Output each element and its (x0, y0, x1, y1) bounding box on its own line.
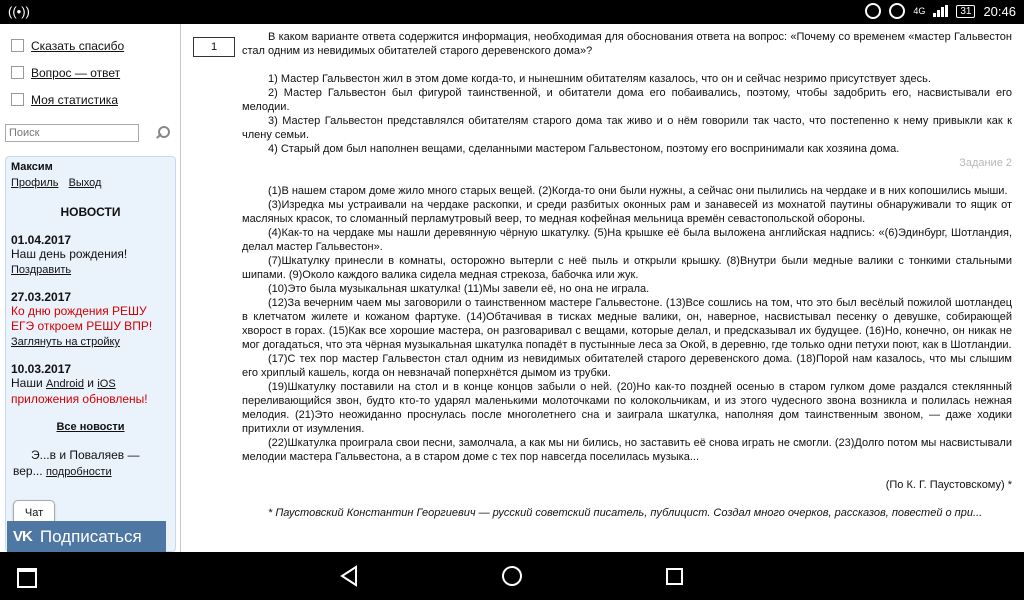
chat-button[interactable]: Чат (13, 500, 55, 526)
home-icon[interactable] (498, 562, 526, 590)
news-item (11, 290, 170, 348)
android-link[interactable]: Android (46, 378, 84, 390)
text-paragraph: (1)В нашем старом доме жило много старых вещей. (2)Когда-то они были нужны, а сейчас они пылились на чердаке и в них копошились мыши. (268, 185, 1008, 197)
news-date: 01.04.2017 (11, 233, 72, 247)
text-paragraph: (22)Шкатулка проиграла свои песни, замолчала, а как мы ни бились, но заставить её снова играть не смогли. (23)Долго потом мы насвистывали мелодии мастера Гальвестона, а в старом доме с тех пор навсегда поселилась музыка... (242, 437, 1012, 463)
answer-option: 4) Старый дом был наполнен вещами, сделанными мастером Гальвестоном, поэтому его воспринимали как хозяина дома. (268, 143, 900, 155)
authors-prefix: вер... (13, 464, 43, 478)
vk-subscribe-label: Подписаться (39, 526, 142, 546)
back-icon[interactable] (336, 562, 364, 590)
news-item (11, 362, 170, 407)
author-attribution: (По К. Г. Паустовскому) * (885, 479, 1012, 491)
user-name: Максим (11, 161, 53, 173)
news-text-and: и (87, 376, 94, 390)
question-text: В каком варианте ответа содержится информация, необходимая для обоснования ответа на вопрос: «Почему со временем «мастер Гальвестон стал одним из невидимых обитателей старого деревенского дома»? (242, 31, 1012, 57)
news-text-red: приложения обновлены! (11, 392, 148, 406)
menu-item-label[interactable]: Сказать спасибо (31, 38, 125, 53)
text-paragraph: (12)За вечерним чаем мы заговорили о таинственном мастере Гальвестоне. (13)Все сошлись на том, что это был весёлый пожилой шотландец в клетчатом жилете и кожаном фартуке. (14)Обтачивая в тисках медные валики, он, наверное, насвистывал песенку о девушке, собирающей хворост в горах. (15)Как все хорошие мастера, он разговаривал с вещами, которые делал, и предсказывал их будущее. (16)Но, конечно, он никак не мог догадаться, что эта чёрная музыкальная шкатулка попадёт в пустынные леса за Окой, в деревню, где только одни петухи поют, как в Шотландии. (242, 297, 1012, 351)
menu-item-thanks[interactable] (0, 32, 180, 59)
text-paragraph: (3)Изредка мы устраивали на чердаке раскопки, и среди разбитых оконных рам и занавесей из мохнатой паутины обнаруживали то ящик от масляных красок, то сломанный перламутровый веер, то медная кофейная мельница времён севастопольской обороны. (242, 199, 1012, 225)
clock: 20:46 (983, 3, 1016, 19)
network-type: 4G (913, 5, 926, 16)
search-icon[interactable] (155, 126, 169, 140)
task-content (242, 30, 1012, 520)
menu-item-label[interactable]: Моя статистика (31, 92, 118, 107)
ios-link[interactable]: iOS (97, 378, 116, 390)
menu-item-qa[interactable] (0, 59, 180, 86)
text-paragraph: (19)Шкатулку поставили на стол и в конце концов забыли о ней. (20)Но как-то поздней осенью в старом гулком доме раздался стеклянный переливающийся звон, будто кто-то ударял маленькими молоточками по колокольчикам, и из этого чудесного звона возникла и полилась нежная мелодия. (21)Это неожиданно проснулась после многолетнего сна и заиграла шкатулка, наполняя дом таинственным звоном, — даже ходики притихли от изумления. (242, 381, 1012, 435)
menu-item-stats[interactable] (0, 86, 180, 113)
vk-subscribe-button[interactable] (7, 521, 166, 552)
news-date: 27.03.2017 (11, 290, 72, 304)
app-window-icon[interactable] (12, 562, 40, 590)
all-news-link[interactable]: Все новости (56, 421, 125, 433)
vk-icon: VK (13, 528, 32, 545)
menu-item-label[interactable]: Вопрос — ответ (31, 65, 121, 80)
news-text (11, 376, 170, 392)
search-bar (5, 124, 177, 142)
main-content (182, 24, 1024, 552)
authors-text: Э...в и Поваляев — (31, 448, 140, 462)
footnote: * Паустовский Константин Георгиевич — русский советский писатель, публицист. Создал много очерков, рассказов, повестей о при... (268, 507, 983, 519)
news-link[interactable]: Заглянуть на стройку (11, 336, 120, 348)
news-title: НОВОСТИ (60, 205, 121, 219)
answer-option: 1) Мастер Гальвестон жил в этом доме когда-то, и нынешним обитателям казалось, что он и сейчас незримо присутствует здесь. (268, 73, 931, 85)
details-link[interactable]: подробности (45, 466, 112, 478)
news-text-pre: Наши (11, 376, 43, 390)
news-link[interactable]: Поздравить (11, 264, 72, 276)
cast-icon: ((•)) (8, 4, 30, 19)
text-paragraph: (4)Как-то на чердаке мы нашли деревянную чёрную шкатулку. (5)На крышке её была выложена английская надпись: «(6)Эдинбург, Шотландия, делал мастер Гальвестон». (242, 227, 1012, 253)
status-bar (0, 0, 1024, 24)
text-paragraph: (10)Это была музыкальная шкатулка! (11)Мы завели её, но она не играла. (268, 283, 650, 295)
answer-option: 3) Мастер Гальвестон представлялся обитателям старого дома так живо и о нём говорили так часто, что постепенно к нему привыкли как к члену семьи. (242, 115, 1012, 141)
text-paragraph: (17)С тех пор мастер Гальвестон стал одним из невидимых обитателей старого деревенского дома. (18)Порой нам казалось, что мы слышим его хриплый кашель, когда он невзначай поперхнётся дымом из трубки. (242, 353, 1012, 379)
checkbox-icon[interactable] (11, 39, 24, 52)
signal-icon (933, 5, 948, 17)
checkbox-icon[interactable] (11, 66, 24, 79)
news-text: Наш день рождения! (11, 247, 128, 261)
task-label: Задание 2 (959, 157, 1012, 169)
task-number: 1 (193, 37, 235, 57)
profile-link[interactable]: Профиль (11, 177, 59, 189)
checkbox-icon[interactable] (11, 93, 24, 106)
authors-note (11, 447, 170, 480)
alarm-icon (889, 3, 905, 19)
text-paragraph: (7)Шкатулку принесли в комнаты, осторожно вытерли с неё пыль и открыли крышку. (8)Внутри были медные валики с тонкими стальными шипами. (9)Около каждого валика сидела медная стрекоза, бабочка или жук. (242, 255, 1012, 281)
search-input[interactable] (5, 124, 139, 142)
news-text: Ко дню рождения РЕШУ ЕГЭ откроем РЕШУ ВПР! (11, 304, 153, 333)
answer-option: 2) Мастер Гальвестон был фигурой таинственной, и обитатели дома его побаивались, поэтому, чтобы задобрить его, насвистывали его мелодии. (242, 87, 1012, 113)
user-news-panel (5, 156, 176, 552)
hotspot-icon (865, 3, 881, 19)
overview-icon[interactable] (660, 562, 688, 590)
news-item (11, 233, 170, 276)
navigation-bar (0, 552, 1024, 600)
battery-icon: 31 (956, 5, 975, 18)
sidebar (0, 24, 181, 552)
news-date: 10.03.2017 (11, 362, 72, 376)
logout-link[interactable]: Выход (68, 177, 102, 189)
